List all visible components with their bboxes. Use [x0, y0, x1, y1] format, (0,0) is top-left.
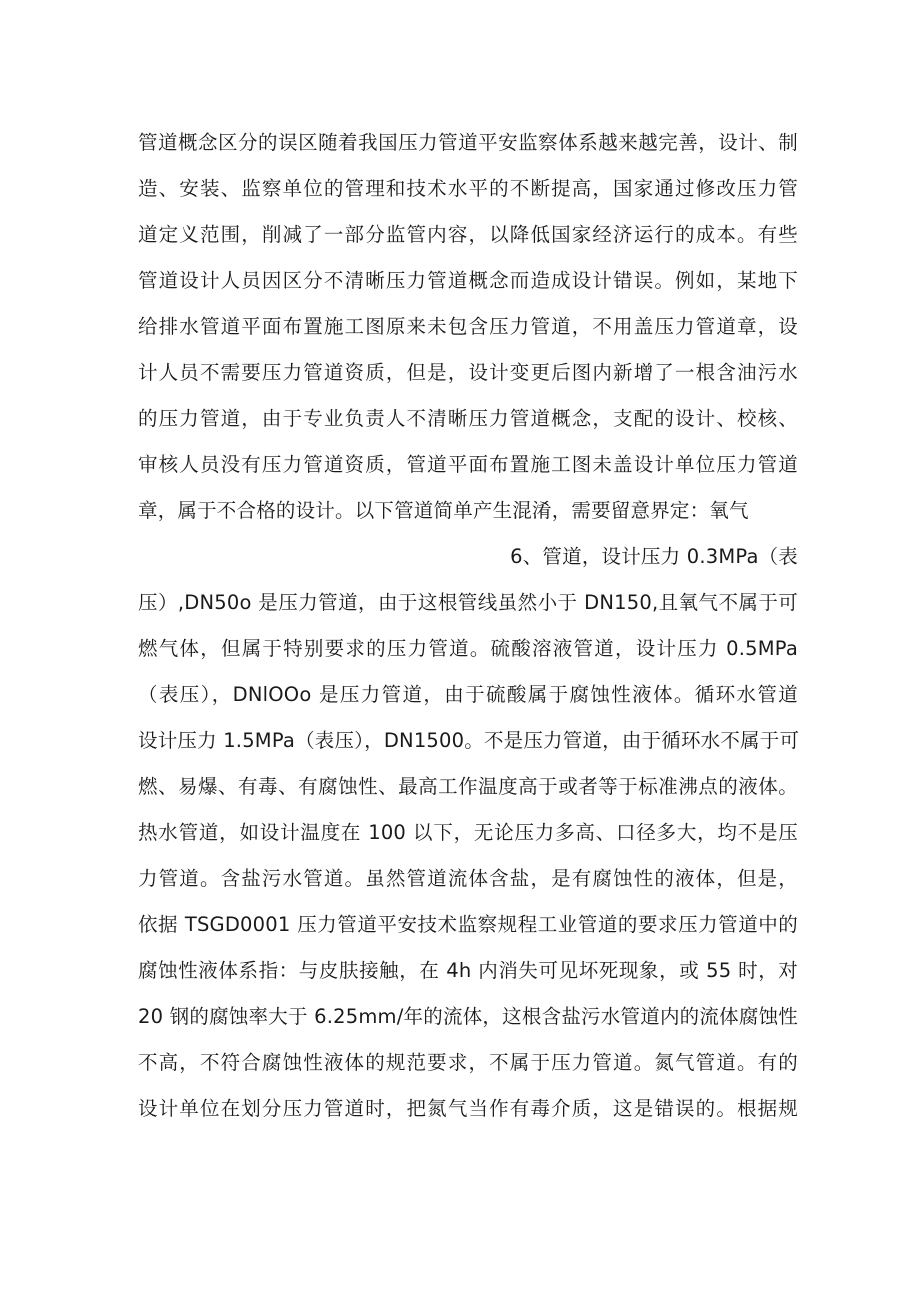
text-line: 6、管道，设计压力 0.3MPa（表: [510, 545, 798, 568]
text-line: 章，属于不合格的设计。以下管道简单产生混淆，需要留意界定：氧气: [138, 499, 749, 522]
text-line: 造、安装、监察单位的管理和技术水平的不断提高，国家通过修改压力管: [138, 177, 798, 200]
text-line: 审核人员没有压力管道资质，管道平面布置施工图未盖设计单位压力管道: [138, 453, 798, 476]
text-line: 管道设计人员因区分不清晰压力管道概念而造成设计错误。例如，某地下: [138, 269, 798, 292]
text-line: 给排水管道平面布置施工图原来未包含压力管道，不用盖压力管道章，设: [138, 315, 798, 338]
body-paragraph: [138, 120, 798, 1132]
text-line: 20 钢的腐蚀率大于 6.25mm/年的流体，这根含盐污水管道内的流体腐蚀性: [138, 1005, 798, 1028]
text-line: 压）,DN50o 是压力管道，由于这根管线虽然小于 DN150,且氧气不属于可: [138, 591, 798, 614]
text-line: 燃气体，但属于特别要求的压力管道。硫酸溶液管道，设计压力 0.5MPa: [138, 637, 798, 660]
text-line: 力管道。含盐污水管道。虽然管道流体含盐，是有腐蚀性的液体，但是，: [138, 867, 798, 890]
text-line: 道定义范围，削减了一部分监管内容，以降低国家经济运行的成本。有些: [138, 223, 798, 246]
text-line: 燃、易爆、有毒、有腐蚀性、最高工作温度高于或者等于标准沸点的液体。: [138, 775, 798, 798]
text-line: 腐蚀性液体系指：与皮肤接触，在 4h 内消失可见坏死现象，或 55 时，对: [138, 959, 798, 982]
text-line: 管道概念区分的误区随着我国压力管道平安监察体系越来越完善，设计、制: [138, 131, 798, 154]
text-line: （表压），DNlOOo 是压力管道，由于硫酸属于腐蚀性液体。循环水管道: [138, 683, 798, 706]
text-line: 的压力管道，由于专业负责人不清晰压力管道概念，支配的设计、校核、: [138, 407, 798, 430]
text-line: 设计单位在划分压力管道时，把氮气当作有毒介质，这是错误的。根据规: [138, 1097, 798, 1120]
text-line: 依据 TSGD0001 压力管道平安技术监察规程工业管道的要求压力管道中的: [138, 913, 798, 936]
text-line: 不高，不符合腐蚀性液体的规范要求，不属于压力管道。氮气管道。有的: [138, 1051, 798, 1074]
text-line: 计人员不需要压力管道资质，但是，设计变更后图内新增了一根含油污水: [138, 361, 798, 384]
text-line: 热水管道，如设计温度在 100 以下，无论压力多高、口径多大，均不是压: [138, 821, 798, 844]
text-line: 设计压力 1.5MPa（表压），DN1500。不是压力管道，由于循环水不属于可: [138, 729, 800, 752]
